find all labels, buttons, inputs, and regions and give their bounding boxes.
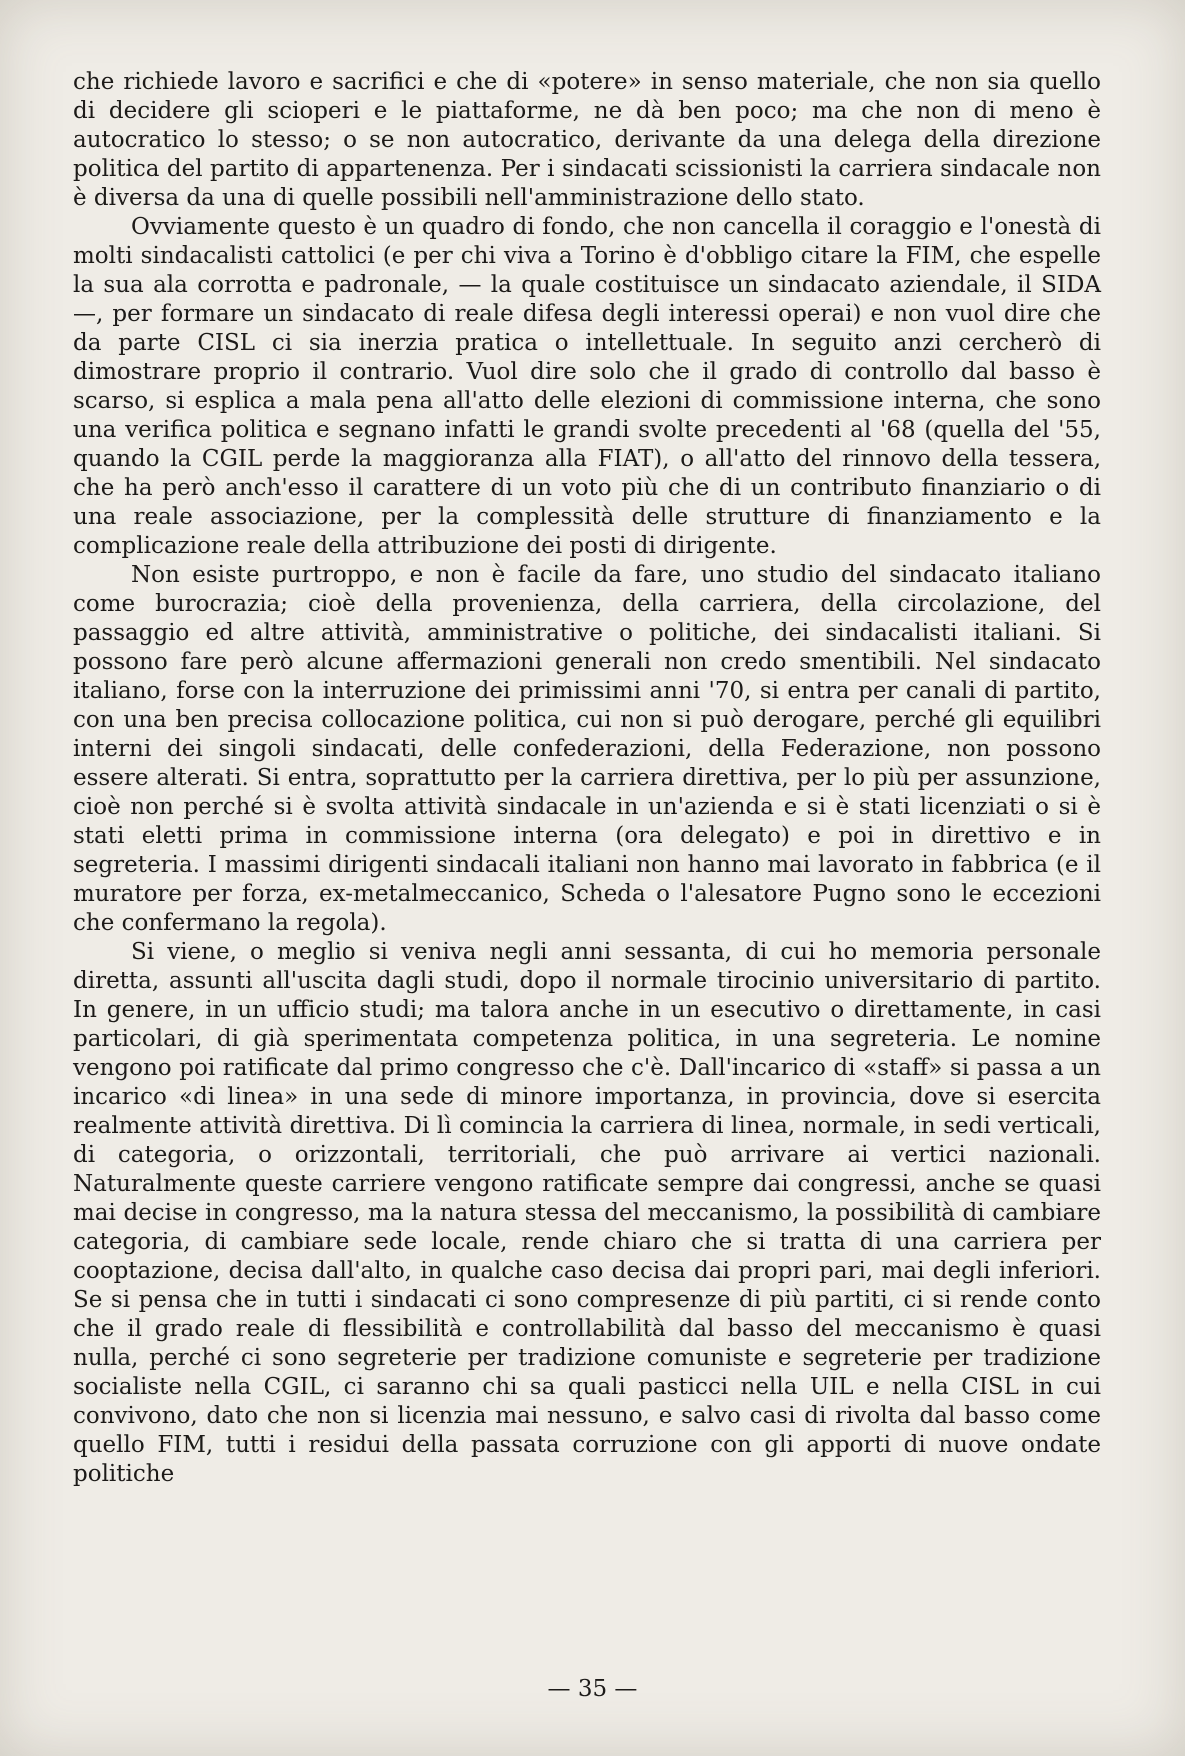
paragraph-2: Ovviamente questo è un quadro di fondo, che non cancella il coraggio e l'onestà di molti sindacalisti cattolici (e per chi viva a Torino è d'obbligo citare la FIM, che espelle la sua ala corrotta e padronale, — la quale costituisce un sindacato aziendale, il SIDA —, per formare un sindacato di reale difesa degli interessi operai) e non vuol dire che da parte CISL ci sia inerzia pratica o intellettuale. In seguito anzi cercherò di dimostrare proprio il contrario. Vuol dire solo che il grado di controllo dal basso è scarso, si esplica a mala pena all'atto delle elezioni di commissione interna, che sono una verifica politica e segnano infatti le grandi svolte precedenti al '68 (quella del '55, quando la CGIL perde la maggioranza alla FIAT), o all'atto del rinnovo della tessera, che ha però anch'esso il carattere di un voto più che di un contributo finanziario o di una reale associazione, per la complessità delle strutture di finanziamento e la complicazione reale della attribuzione dei posti di dirigente. [73, 214, 1101, 559]
page-number: — 35 — [547, 1676, 638, 1702]
body-text [73, 68, 1101, 1489]
paragraph-1: che richiede lavoro e sacrifici e che di «potere» in senso materiale, che non sia quello di decidere gli scioperi e le piattaforme, ne dà ben poco; ma che non di meno è autocratico lo stesso; o se non autocratico, derivante da una delega della direzione politica del partito di appartenenza. Per i sindacati scissionisti la carriera sindacale non è diversa da una di quelle possibili nell'amministrazione dello stato. [73, 69, 1101, 211]
paragraph-4: Si viene, o meglio si veniva negli anni sessanta, di cui ho memoria personale diretta, assunti all'uscita dagli studi, dopo il normale tirocinio universitario di partito. In genere, in un ufficio studi; ma talora anche in un esecutivo o direttamente, in casi particolari, di già sperimentata competenza politica, in una segreteria. Le nomine vengono poi ratificate dal primo congresso che c'è. Dall'incarico di «staff» si passa a un incarico «di linea» in una sede di minore importanza, in provincia, dove si esercita realmente attività direttiva. Di lì comincia la carriera di linea, normale, in sedi verticali, di categoria, o orizzontali, territoriali, che può arrivare ai vertici nazionali. Naturalmente queste carriere vengono ratificate sempre dai congressi, anche se quasi mai decise in congresso, ma la natura stessa del meccanismo, la possibilità di cambiare categoria, di cambiare sede locale, rende chiaro che si tratta di una carriera per cooptazione, decisa dall'alto, in qualche caso decisa dai propri pari, mai degli inferiori. Se si pensa che in tutti i sindacati ci sono compresenze di più partiti, ci si rende conto che il grado reale di flessibilità e controllabilità dal basso del meccanismo è quasi nulla, perché ci sono segreterie per tradizione comuniste e segreterie per tradizione socialiste nella CGIL, ci saranno chi sa quali pasticci nella UIL e nella CISL in cui convivono, dato che non si licenzia mai nessuno, e salvo casi di rivolta dal basso come quello FIM, tutti i residui della passata corruzione con gli apporti di nuove ondate politiche [73, 939, 1101, 1487]
paragraph-3: Non esiste purtroppo, e non è facile da fare, uno studio del sindacato italiano come burocrazia; cioè della provenienza, della carriera, della circolazione, del passaggio ed altre attività, amministrative o politiche, dei sindacalisti italiani. Si possono fare però alcune affermazioni generali non credo smentibili. Nel sindacato italiano, forse con la interruzione dei primissimi anni '70, si entra per canali di partito, con una ben precisa collocazione politica, cui non si può derogare, perché gli equilibri interni dei singoli sindacati, delle confederazioni, della Federazione, non possono essere alterati. Si entra, soprattutto per la carriera direttiva, per lo più per assunzione, cioè non perché si è svolta attività sindacale in un'azienda e si è stati licenziati o si è stati eletti prima in commissione interna (ora delegato) e poi in direttivo e in segreteria. I massimi dirigenti sindacali italiani non hanno mai lavorato in fabbrica (e il muratore per forza, ex-metalmeccanico, Scheda o l'alesatore Pugno sono le eccezioni che confermano la regola). [73, 562, 1101, 936]
